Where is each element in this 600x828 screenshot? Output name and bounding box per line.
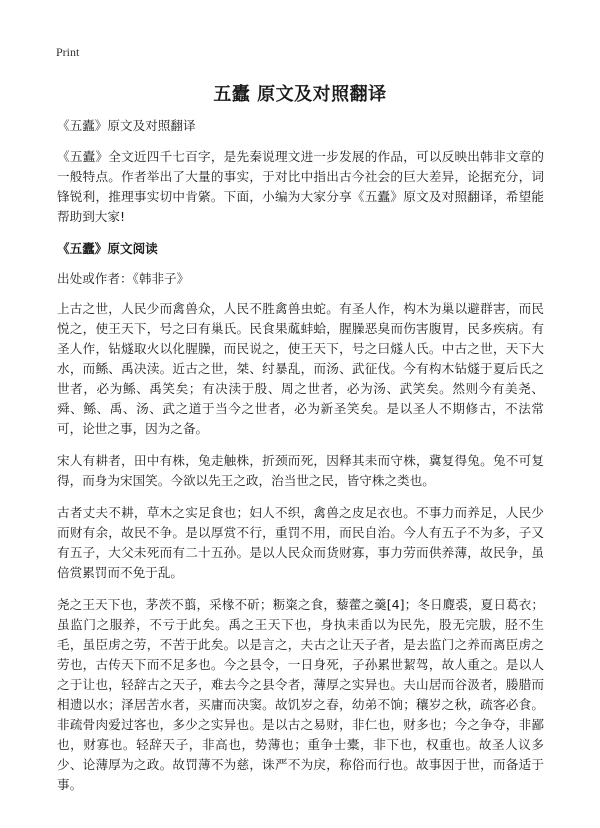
source-line: 出处或作者：《韩非子》 (57, 271, 190, 286)
section-heading: 《五蠹》原文阅读 (57, 241, 158, 256)
article-body (57, 116, 544, 807)
print-label: Print (56, 45, 80, 59)
intro-paragraph: 《五蠹》全文近四千七百字，是先秦说理文进一步发展的作品，可以反映出韩非文章的一般特点。作者举出了大量的事实，于对比中指出古今社会的巨大差异，论据充分，词锋锐利，推理事实切中肯綮。下面，小编为大家分享《五蠹》原文及对照翻译，希望能帮助到大家! (57, 149, 544, 224)
article-subtitle: 《五蠹》原文及对照翻译 (57, 118, 196, 133)
text-paragraph: 尧之王天下也，茅茨不翦，采椽不斫；粝粢之食，藜藿之羹[4]；冬日麑裘，夏日葛衣；虽监门之服养，不亏于此矣。禹之王天下也，身执耒臿以为民先，股无完胈，胫不生毛，虽臣虏之劳，不苦于此矣。以是言之，夫古之让天子者，是去监门之养而离臣虏之劳也，古传天下而不足多也。今之县令，一日身死，子孙累世絜驾，故人重之。是以人之于让也，轻辞古之天子，难去今之县令者，薄厚之实异也。夫山居而谷汲者，媵腊而相遗以水；泽居苦水者，买庸而决窦。故饥岁之春，幼弟不饷；穰岁之秋，疏客必食。非疏骨肉爱过客也，多少之实异也。是以古之易财，非仁也，财多也；今之争夺，非鄙也，财寡也。轻辞天子，非高也，势薄也；重争士橐，非下也，权重也。故圣人议多少、论薄厚为之政。故罚薄不为慈，诛严不为戾，称俗而行也。故事因于世，而备适于事。 (57, 597, 544, 792)
page-title: 五蠹 原文及对照翻译 (213, 84, 387, 105)
text-paragraph: 宋人有耕者，田中有株，兔走触株，折颈而死，因释其耒而守株，冀复得兔。兔不可复得，而身为宋国笑。今欲以先王之政，治当世之民，皆守株之类也。 (57, 453, 544, 488)
text-paragraph: 古者丈夫不耕，草木之实足食也；妇人不织，禽兽之皮足衣也。不事力而养足，人民少而财有余，故民不争。是以厚赏不行，重罚不用，而民自治。今人有五子不为多，子又有五子，大父未死而有二十五孙。是以人民众而货财寡，事力劳而供养薄，故民争，虽倍赏累罚而不免于乱。 (57, 505, 544, 580)
text-paragraph: 上古之世，人民少而禽兽众，人民不胜禽兽虫蛇。有圣人作，构木为巢以避群害，而民悦之，使王天下，号之曰有巢氏。民食果蓏蚌蛤，腥臊恶臭而伤害腹胃，民多疾病。有圣人作，钻燧取火以化腥臊，而民说之，使王天下，号之曰燧人氏。中古之世，天下大水，而鲧、禹决渎。近古之世，桀、纣暴乱，而汤、武征伐。今有构木钻燧于夏后氏之世者，必为鲧、禹笑矣；有决渎于殷、周之世者，必为汤、武笑矣。然则今有美尧、舜、鲧、禹、汤、武之道于当今之世者，必为新圣笑矣。是以圣人不期修古，不法常可，论世之事，因为之备。 (57, 301, 544, 436)
